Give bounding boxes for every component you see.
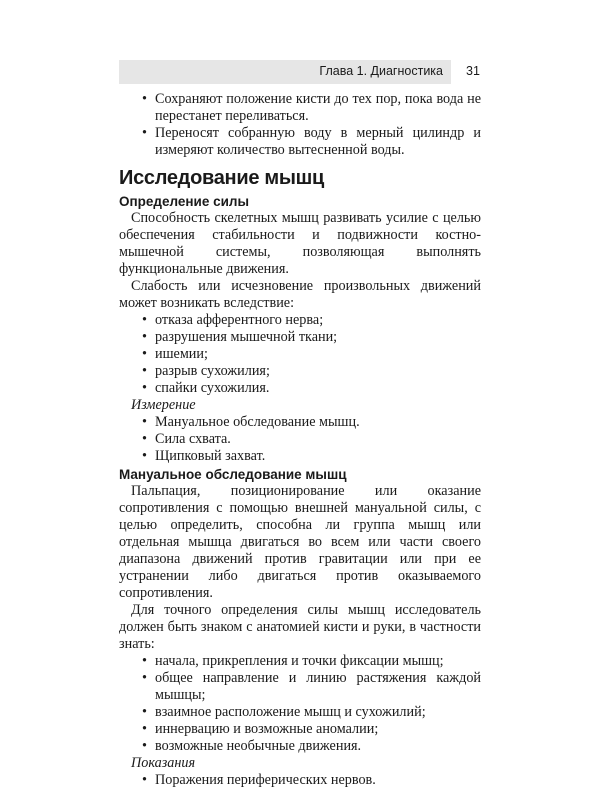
list-item: • Сохраняют положение кисти до тех пор, пока вода не перестанет переливаться.	[119, 91, 481, 125]
paragraph: Способность скелетных мышц развивать усилие с целью обеспечения стабильности и подвижности костно-мышечной системы, позволяющая выполнять функциональные движения.	[119, 210, 481, 277]
list-item: • начала, прикрепления и точки фиксации мышц;	[119, 653, 481, 670]
indications-label: Показания	[131, 755, 196, 771]
list-item: • ишемии;	[119, 346, 481, 363]
page-number: 31	[466, 64, 480, 78]
paragraph: Пальпация, позиционирование или оказание сопротивления с помощью внешней мануальной силы, с целью определить, способна ли группа мышц или отдельная мышца двигаться во всем или части своего диапазона движений против гравитации или при ее устранении либо двигаться против оказываемого сопротивления.	[119, 483, 481, 601]
subsection-title-strength: Определение силы	[119, 194, 250, 209]
measures-list	[119, 414, 481, 465]
list-item: • Переносят собранную воду в мерный цилиндр и измеряют количество вытесненной воды.	[119, 125, 481, 159]
paragraph: Для точного определения силы мышц исследователь должен быть знаком с анатомией кисти и руки, в частности знать:	[119, 602, 481, 652]
list-item: • Щипковый захват.	[119, 448, 481, 465]
list-item: • спайки сухожилия.	[119, 380, 481, 397]
section-title: Исследование мышц	[119, 167, 325, 189]
page-body	[119, 91, 481, 789]
list-item: • Поражения периферических нервов.	[119, 772, 481, 789]
list-item: • Мануальное обследование мышц.	[119, 414, 481, 431]
knowledge-list	[119, 653, 481, 755]
chapter-title: Глава 1. Диагностика	[319, 64, 443, 78]
list-item: • разрушения мышечной ткани;	[119, 329, 481, 346]
list-item: • общее направление и линию растяжения каждой мышцы;	[119, 670, 481, 704]
list-item: • иннервацию и возможные аномалии;	[119, 721, 481, 738]
list-item: • разрыв сухожилия;	[119, 363, 481, 380]
measure-label: Измерение	[131, 397, 196, 413]
subsection-title-manual: Мануальное обследование мышц	[119, 467, 347, 482]
indications-list	[119, 772, 481, 789]
procedure-list	[119, 91, 481, 159]
paragraph: Слабость или исчезновение произвольных движений может возникать вследствие:	[119, 278, 481, 311]
list-item: • Сила схвата.	[119, 431, 481, 448]
list-item: • отказа афферентного нерва;	[119, 312, 481, 329]
causes-list	[119, 312, 481, 397]
running-header	[119, 60, 451, 84]
list-item: • возможные необычные движения.	[119, 738, 481, 755]
list-item: • взаимное расположение мышц и сухожилий;	[119, 704, 481, 721]
